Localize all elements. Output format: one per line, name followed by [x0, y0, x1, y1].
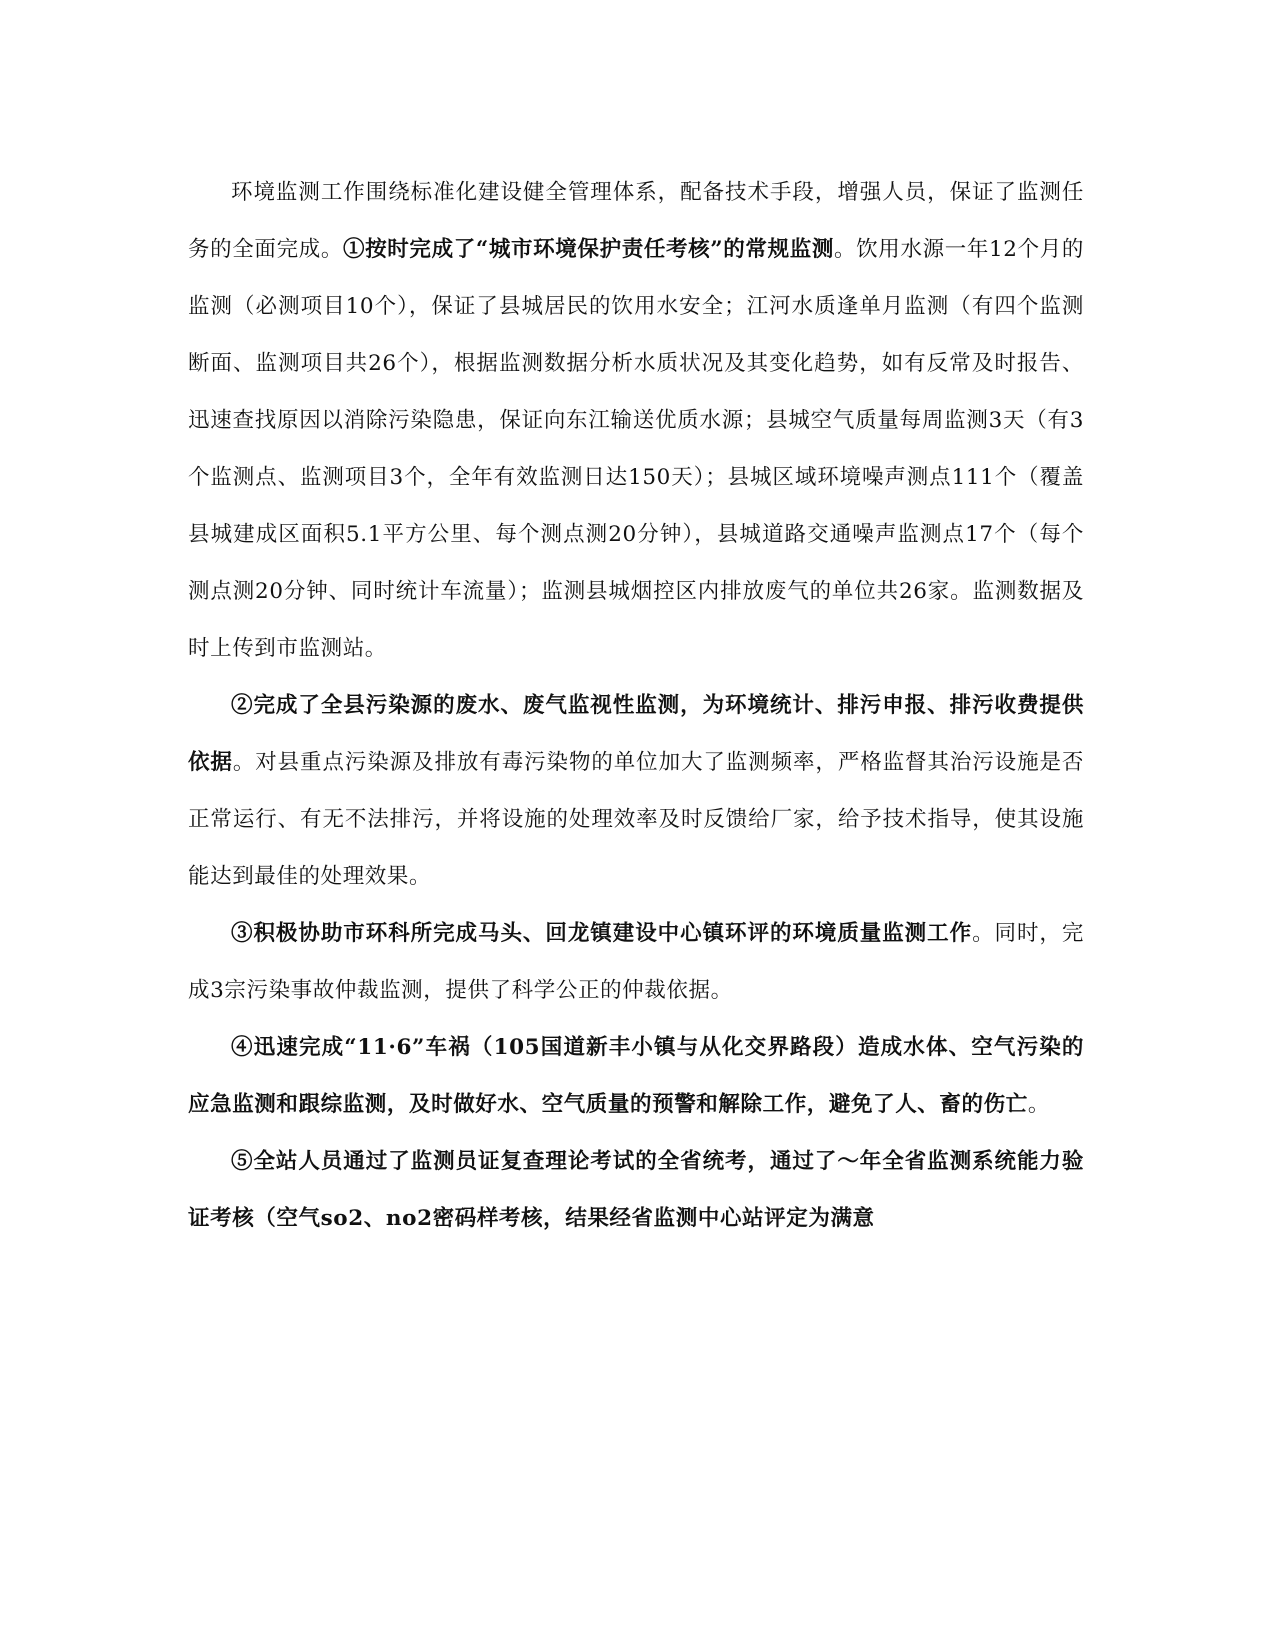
paragraph-1 — [188, 164, 1084, 677]
paragraph-1-heading: ①按时完成了“城市环境保护责任考核”的常规监测 — [343, 237, 835, 262]
paragraph-5 — [188, 1133, 1084, 1247]
paragraph-5-heading: ⑤全站人员通过了监测员证复查理论考试的全省统考，通过了～年全省监测系统能力验证考核（空气so2、no2密码样考核，结果经省监测中心站评定为满意 — [188, 1149, 1084, 1231]
document-body — [188, 164, 1084, 1247]
paragraph-3-body: 。同时，完成3宗污染事故仲裁监测，提供了科学公正的仲裁依据。 — [188, 921, 1084, 1003]
paragraph-4-heading: ④迅速完成“11·6”车祸（105国道新丰小镇与从化交界路段）造成水体、空气污染的应急监测和跟综监测，及时做好水、空气质量的预警和解除工作，避免了人、畜的伤亡 — [188, 1035, 1084, 1117]
paragraph-2-heading: ②完成了全县污染源的废水、废气监视性监测，为环境统计、排污申报、排污收费提供依据 — [188, 693, 1084, 775]
paragraph-3 — [188, 905, 1084, 1019]
paragraph-4-body: 。 — [1027, 1092, 1050, 1117]
paragraph-3-heading: ③积极协助市环科所完成马头、回龙镇建设中心镇环评的环境质量监测工作 — [231, 921, 973, 946]
paragraph-4 — [188, 1019, 1084, 1133]
paragraph-2 — [188, 677, 1084, 905]
paragraph-1-intro: 环境监测工作围绕标准化建设健全管理体系，配备技术手段，增强人员，保证了监测任务的全面完成。 — [188, 180, 1084, 262]
paragraph-2-body: 。对县重点污染源及排放有毒污染物的单位加大了监测频率，严格监督其治污设施是否正常运行、有无不法排污，并将设施的处理效率及时反馈给厂家，给予技术指导，使其设施能达到最佳的处理效果。 — [188, 750, 1085, 889]
paragraph-1-body: 。饮用水源一年12个月的监测（必测项目10个），保证了县城居民的饮用水安全；江河水质逢单月监测（有四个监测断面、监测项目共26个），根据监测数据分析水质状况及其变化趋势，如有反常及时报告、迅速查找原因以消除污染隐患，保证向东江输送优质水源；县城空气质量每周监测3天（有3个监测点、监测项目3个，全年有效监测日达150天）；县城区域环境噪声测点111个（覆盖县城建成区面积5.1平方公里、每个测点测20分钟），县城道路交通噪声监测点17个（每个测点测20分钟、同时统计车流量）；监测县城烟控区内排放废气的单位共26家。监测数据及时上传到市监测站。 — [188, 237, 1084, 661]
